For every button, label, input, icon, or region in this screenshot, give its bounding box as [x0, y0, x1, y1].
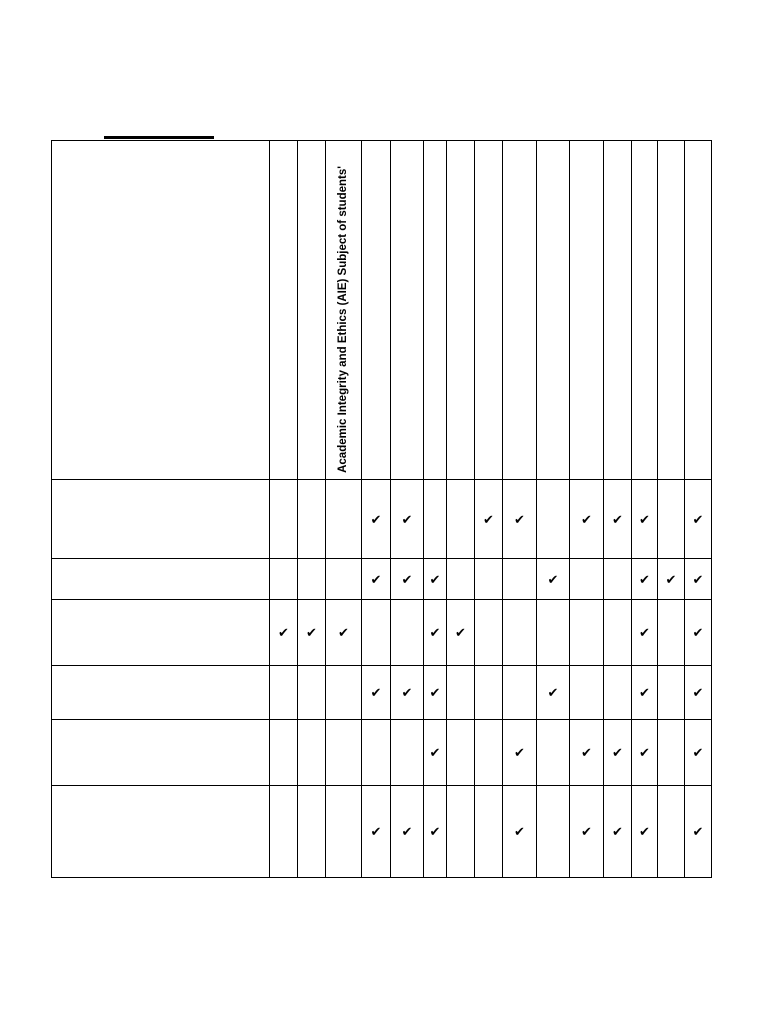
matrix-cell — [447, 720, 475, 786]
matrix-cell — [326, 720, 362, 786]
matrix-cell — [475, 786, 503, 878]
matrix-cell — [447, 559, 475, 600]
check-mark-icon: ✔ — [639, 746, 650, 761]
matrix-cell — [424, 786, 447, 878]
check-mark-icon: ✔ — [483, 512, 494, 528]
matrix-cell — [570, 559, 604, 600]
check-mark-icon: ✔ — [514, 512, 525, 528]
matrix-cell — [391, 559, 424, 600]
check-mark-icon: ✔ — [401, 825, 413, 840]
check-mark-icon: ✔ — [514, 825, 525, 840]
table-row — [52, 559, 712, 600]
check-mark-icon: ✔ — [692, 512, 704, 528]
matrix-cell — [475, 600, 503, 666]
column-header-13 — [632, 141, 658, 480]
check-mark-icon: ✔ — [692, 825, 704, 840]
matrix-cell — [537, 666, 570, 720]
column-header-8 — [475, 141, 503, 480]
matrix-cell — [604, 480, 632, 559]
matrix-cell — [391, 786, 424, 878]
check-mark-icon: ✔ — [455, 626, 466, 641]
column-header-text: Academic Integrity and Ethics (AIE) Subject of students' — [336, 166, 349, 473]
matrix-cell — [632, 666, 658, 720]
check-mark-icon: ✔ — [429, 626, 441, 641]
column-header-14 — [658, 141, 685, 480]
matrix-cell — [537, 559, 570, 600]
row-label-cell — [52, 559, 270, 600]
matrix-cell — [391, 720, 424, 786]
matrix-cell — [391, 600, 424, 666]
check-mark-icon: ✔ — [401, 686, 413, 701]
matrix-cell — [604, 786, 632, 878]
check-mark-icon: ✔ — [514, 746, 525, 761]
column-header-1 — [270, 141, 298, 480]
column-header-5 — [391, 141, 424, 480]
matrix-cell — [424, 720, 447, 786]
table-row — [52, 600, 712, 666]
matrix-cell — [570, 600, 604, 666]
matrix-cell — [270, 480, 298, 559]
matrix-cell — [658, 559, 685, 600]
row-label-cell — [52, 720, 270, 786]
matrix-cell — [362, 666, 391, 720]
matrix-cell — [632, 559, 658, 600]
check-mark-icon: ✔ — [581, 746, 592, 761]
check-mark-icon: ✔ — [639, 512, 650, 528]
check-mark-icon: ✔ — [429, 572, 441, 588]
table-row — [52, 786, 712, 878]
check-mark-icon: ✔ — [338, 626, 349, 641]
row-label-cell — [52, 600, 270, 666]
matrix-cell — [298, 480, 326, 559]
matrix-cell — [503, 786, 537, 878]
matrix-cell — [632, 786, 658, 878]
matrix-cell — [685, 559, 712, 600]
matrix-cell — [475, 480, 503, 559]
matrix-cell — [447, 600, 475, 666]
matrix-cell — [632, 480, 658, 559]
matrix-cell — [475, 666, 503, 720]
check-mark-icon: ✔ — [401, 572, 413, 588]
column-header-3 — [326, 141, 362, 480]
matrix-cell — [424, 480, 447, 559]
matrix-cell — [298, 786, 326, 878]
check-mark-icon: ✔ — [306, 626, 317, 641]
matrix-cell — [424, 666, 447, 720]
matrix-cell — [685, 600, 712, 666]
matrix-cell — [326, 480, 362, 559]
matrix-cell — [604, 666, 632, 720]
column-header-2 — [298, 141, 326, 480]
column-header-11 — [570, 141, 604, 480]
column-header-6 — [424, 141, 447, 480]
matrix-cell — [658, 666, 685, 720]
top-rule — [104, 136, 214, 139]
matrix-cell — [537, 786, 570, 878]
check-mark-icon: ✔ — [692, 686, 704, 701]
row-label-cell — [52, 786, 270, 878]
matrix-cell — [326, 559, 362, 600]
matrix-cell — [326, 600, 362, 666]
matrix-cell — [604, 600, 632, 666]
check-mark-icon: ✔ — [612, 512, 623, 528]
matrix-cell — [424, 559, 447, 600]
check-mark-icon: ✔ — [278, 626, 289, 641]
subject-matrix-table — [51, 140, 712, 878]
matrix-cell — [391, 666, 424, 720]
column-header-10 — [537, 141, 570, 480]
check-mark-icon: ✔ — [429, 825, 441, 840]
table-row — [52, 480, 712, 559]
column-header-7 — [447, 141, 475, 480]
check-mark-icon: ✔ — [692, 746, 704, 761]
matrix-cell — [658, 720, 685, 786]
check-mark-icon: ✔ — [429, 746, 441, 761]
matrix-cell — [570, 720, 604, 786]
table-row — [52, 720, 712, 786]
header-label-cell — [52, 141, 270, 480]
matrix-cell — [658, 600, 685, 666]
matrix-cell — [298, 666, 326, 720]
matrix-cell — [270, 720, 298, 786]
matrix-cell — [537, 480, 570, 559]
check-mark-icon: ✔ — [547, 686, 559, 701]
matrix-cell — [658, 786, 685, 878]
check-mark-icon: ✔ — [547, 572, 559, 588]
matrix-cell — [604, 559, 632, 600]
matrix-cell — [570, 480, 604, 559]
check-mark-icon: ✔ — [401, 512, 413, 528]
matrix-cell — [685, 480, 712, 559]
table-row — [52, 666, 712, 720]
check-mark-icon: ✔ — [370, 825, 382, 840]
matrix-cell — [503, 666, 537, 720]
matrix-cell — [503, 559, 537, 600]
matrix-cell — [447, 786, 475, 878]
matrix-cell — [503, 600, 537, 666]
check-mark-icon: ✔ — [665, 572, 677, 588]
row-label-cell — [52, 666, 270, 720]
matrix-cell — [298, 720, 326, 786]
check-mark-icon: ✔ — [639, 825, 650, 840]
matrix-cell — [362, 600, 391, 666]
matrix-cell — [447, 480, 475, 559]
row-label-cell — [52, 480, 270, 559]
matrix-cell — [298, 600, 326, 666]
matrix-cell — [537, 600, 570, 666]
matrix-cell — [391, 480, 424, 559]
check-mark-icon: ✔ — [639, 686, 650, 701]
check-mark-icon: ✔ — [692, 572, 704, 588]
matrix-cell — [270, 786, 298, 878]
header-row — [52, 141, 712, 480]
check-mark-icon: ✔ — [370, 512, 382, 528]
matrix-cell — [503, 720, 537, 786]
column-header-12 — [604, 141, 632, 480]
column-header-4 — [362, 141, 391, 480]
matrix-cell — [270, 666, 298, 720]
matrix-cell — [447, 666, 475, 720]
matrix-cell — [658, 480, 685, 559]
matrix-cell — [570, 786, 604, 878]
matrix-cell — [632, 720, 658, 786]
matrix-cell — [685, 720, 712, 786]
check-mark-icon: ✔ — [581, 825, 592, 840]
matrix-cell — [326, 666, 362, 720]
matrix-cell — [685, 786, 712, 878]
matrix-cell — [570, 666, 604, 720]
check-mark-icon: ✔ — [639, 626, 650, 641]
matrix-cell — [362, 480, 391, 559]
matrix-cell — [326, 786, 362, 878]
matrix-cell — [298, 559, 326, 600]
matrix-cell — [604, 720, 632, 786]
matrix-cell — [503, 480, 537, 559]
check-mark-icon: ✔ — [612, 825, 623, 840]
column-header-9 — [503, 141, 537, 480]
matrix-cell — [270, 559, 298, 600]
check-mark-icon: ✔ — [370, 572, 382, 588]
matrix-cell — [424, 600, 447, 666]
matrix-cell — [632, 600, 658, 666]
matrix-cell — [537, 720, 570, 786]
check-mark-icon: ✔ — [612, 746, 623, 761]
matrix-cell — [475, 720, 503, 786]
matrix-cell — [270, 600, 298, 666]
matrix-cell — [475, 559, 503, 600]
check-mark-icon: ✔ — [581, 512, 592, 528]
check-mark-icon: ✔ — [639, 572, 650, 588]
matrix-cell — [362, 786, 391, 878]
matrix-cell — [685, 666, 712, 720]
check-mark-icon: ✔ — [370, 686, 382, 701]
matrix-cell — [362, 720, 391, 786]
check-mark-icon: ✔ — [429, 686, 441, 701]
check-mark-icon: ✔ — [692, 626, 704, 641]
column-header-15 — [685, 141, 712, 480]
matrix-cell — [362, 559, 391, 600]
